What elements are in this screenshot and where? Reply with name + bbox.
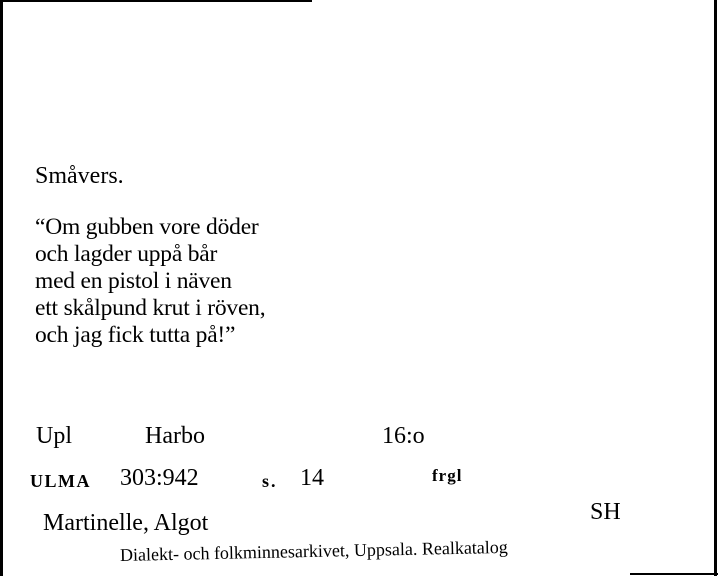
informant-name: Martinelle, Algot: [43, 510, 209, 536]
poem-line: och jag fick tutta på!”: [35, 322, 236, 348]
classification-code: 16:o: [382, 423, 425, 449]
parish-label: Harbo: [145, 423, 205, 449]
poem-line: ett skålpund krut i röven,: [35, 295, 266, 321]
province-label: Upl: [36, 423, 72, 449]
poem-verse: [35, 214, 265, 349]
card-border-right: [714, 0, 717, 576]
card-border-bottom: [630, 573, 718, 575]
page-label: s.: [262, 471, 278, 491]
page-number: 14: [300, 465, 324, 491]
recorder-initials: SH: [590, 499, 621, 525]
card-title: Småvers.: [35, 163, 124, 189]
card-border-top: [0, 0, 312, 2]
accession-number: 303:942: [120, 465, 199, 491]
institution-footer: Dialekt- och folkminnesarkivet, Uppsala. Realkatalog: [119, 536, 509, 565]
poem-line: med en pistol i näven: [35, 268, 232, 294]
card-border-left: [0, 0, 3, 576]
poem-line: “Om gubben vore döder: [35, 214, 259, 240]
archive-stamp: ULMA: [30, 471, 91, 491]
poem-line: och lagder uppå bår: [35, 241, 218, 267]
category-stamp: frgl: [432, 466, 463, 485]
